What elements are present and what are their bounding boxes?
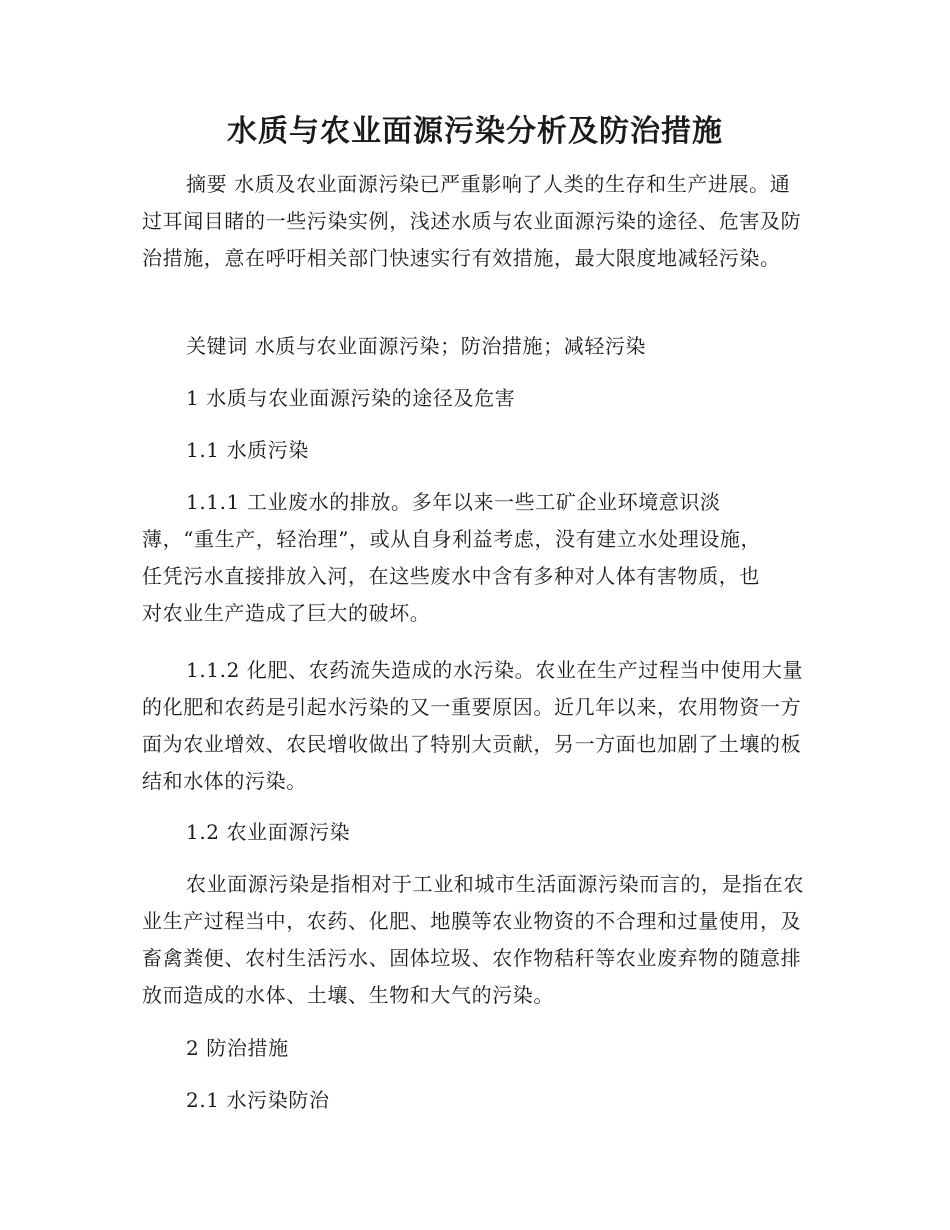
section-2-heading: 2 防治措施	[186, 1036, 289, 1060]
paragraph-1-1-1: 1.1.1 工业废水的排放。多年以来一些工矿企业环境意识淡薄，“重生产，轻治理”，或从自身利益考虑，没有建立水处理设施，任凭污水直接排放入河，在这些废水中含有多种对人体有害物质，也对农业生产造成了巨大的破坏。	[142, 490, 762, 625]
abstract-paragraph: 摘要 水质及农业面源污染已严重影响了人类的生存和生产进展。通过耳闻目睹的一些污染实例，浅述水质与农业面源污染的途径、危害及防治措施，意在呼吁相关部门快速实行有效措施，最大限度地减轻污染。	[142, 172, 802, 270]
section-1-1-heading: 1.1 水质污染	[186, 438, 309, 462]
section-1-2-heading: 1.2 农业面源污染	[186, 820, 351, 844]
paragraph-1-1-2: 1.1.2 化肥、农药流失造成的水污染。农业在生产过程当中使用大量的化肥和农药是引起水污染的又一重要原因。近几年以来，农用物资一方面为农业增效、农民增收做出了特别大贡献，另一方面也加剧了土壤的板结和水体的污染。	[142, 658, 804, 793]
document-title: 水质与农业面源污染分析及防治措施	[227, 114, 723, 149]
keywords-line: 关键词 水质与农业面源污染；防治措施；减轻污染	[186, 334, 647, 358]
paragraph-1-2: 农业面源污染是指相对于工业和城市生活面源污染而言的，是指在农业生产过程当中，农药、化肥、地膜等农业物资的不合理和过量使用，及畜禽粪便、农村生活污水、固体垃圾、农作物秸秆等农业废弃物的随意排放而造成的水体、土壤、生物和大气的污染。	[142, 872, 804, 1007]
section-2-1-heading: 2.1 水污染防治	[186, 1088, 330, 1112]
section-1-heading: 1 水质与农业面源污染的途径及危害	[186, 386, 516, 410]
